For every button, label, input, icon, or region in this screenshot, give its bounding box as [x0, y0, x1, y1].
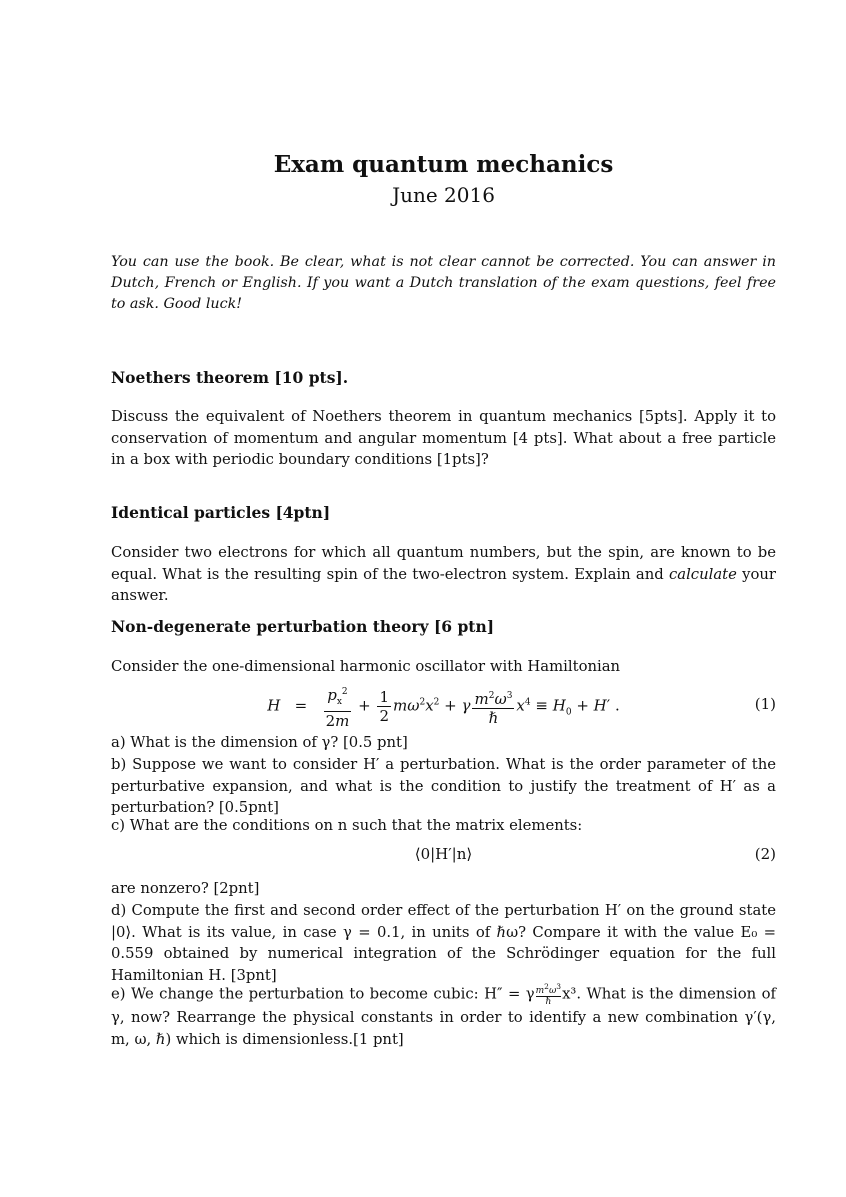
- perturbation-intro: Consider the one-dimensional harmonic oscillator with Hamiltonian: [111, 658, 621, 675]
- question-a: a) What is the dimension of γ? [0.5 pnt]: [111, 734, 408, 751]
- page-title: Exam quantum mechanics: [273, 151, 614, 178]
- matrix-element-formula: ⟨0|H′|n⟩: [414, 845, 473, 863]
- equation-2-number: (2): [754, 845, 776, 863]
- intro-text: You can use the book. Be clear, what is not clear cannot be corrected. You can answer in Dutch, French or English. If you want a Dutch translation of the exam questions, feel free to ask. Good luck!: [111, 254, 776, 312]
- question-e: e) We change the perturbation to become cubic: H″ = γ $m^2\omega^3$ ℏ x³. What is the dimension of γ, now? Rearrange the physical constants in order to identify a new combination γ′(γ, m, ω, ℏ) which is dimensionless.[1 pnt]: [111, 982, 777, 1048]
- noether-heading: Noethers theorem [10 pts].: [111, 368, 349, 387]
- question-c-end: are nonzero? [2pnt]: [111, 880, 260, 897]
- equation-2: [111, 845, 776, 869]
- noether-text: Discuss the equivalent of Noethers theorem in quantum mechanics [5pts]. Apply it to conservation of momentum and angular momentum [4 pts]. What about a free particle in a box with periodic boundary conditions [1pts]?: [111, 408, 776, 468]
- cubic-coefficient-fraction: $m^2\omega^3$ ℏ: [535, 982, 562, 1007]
- hamiltonian-formula: H = $\frac{p_x^2}{2m}$ + $\frac{1}{2}$ $m\omega^2x^2 + \gamma$ $\frac{m^2\omega^3}{\text{ℏ}}$ $x^4 \equiv H_0 + H'$ .: [111, 683, 776, 730]
- equation-1: [111, 683, 776, 730]
- question-c: c) What are the conditions on n such that the matrix elements:: [111, 817, 583, 834]
- equation-1-number: (1): [754, 695, 776, 713]
- page-subtitle: June 2016: [392, 183, 495, 207]
- question-d: d) Compute the first and second order effect of the perturbation H′ on the ground state |0⟩. What is its value, in case γ = 0.1, in units of ℏω? Compare it with the value E₀ = 0.559 obtained by numerical integration of the Schrödinger equation for the full Hamiltonian H. [3pnt]: [111, 902, 776, 984]
- identical-heading: Identical particles [4ptn]: [111, 503, 331, 522]
- identical-text: Consider two electrons for which all quantum numbers, but the spin, are known to be equal. What is the resulting spin of the two-electron system. Explain and calculate your answer.: [111, 544, 776, 604]
- perturbation-heading: Non-degenerate perturbation theory [6 ptn]: [111, 617, 495, 636]
- question-b: b) Suppose we want to consider H′ a perturbation. What is the order parameter of the perturbative expansion, and what is the condition to justify the treatment of H′ as a perturbation? [0.5pnt]: [111, 756, 776, 816]
